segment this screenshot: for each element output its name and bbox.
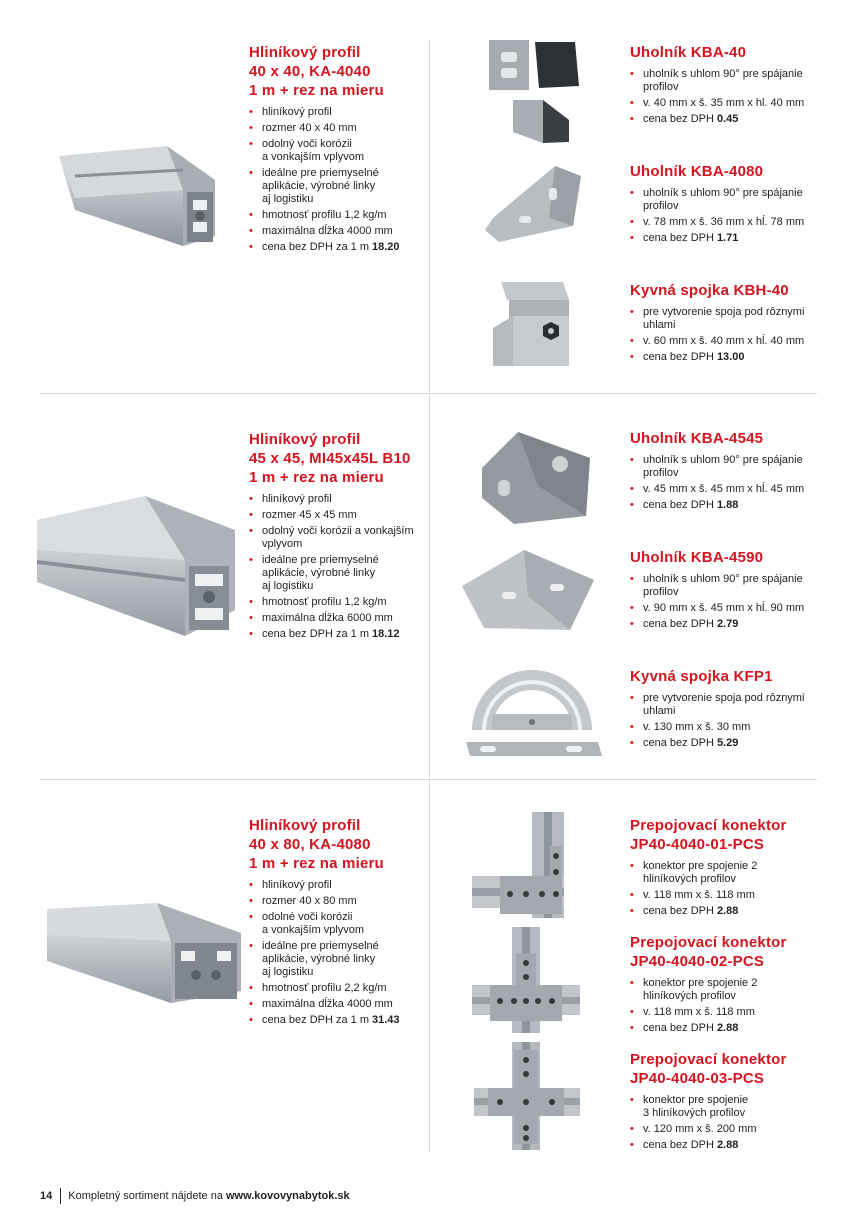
- price-value: 31.43: [372, 1014, 400, 1026]
- title-line: Hliníkový profil: [249, 44, 361, 61]
- title-line: 45 x 45, MI45x45L B10: [249, 450, 411, 467]
- product-kba-40: [630, 43, 820, 129]
- column-divider-3: [429, 780, 430, 1152]
- price-label: cena bez DPH za 1 m: [262, 241, 369, 253]
- spec-item: [249, 525, 427, 551]
- section-divider-1: [40, 393, 817, 394]
- spec-list: [630, 573, 820, 631]
- aluminum-profile-4080-image: [45, 895, 245, 1005]
- footer-separator: [60, 1188, 61, 1204]
- column-divider-2: [429, 394, 430, 778]
- price-item: [630, 113, 820, 126]
- bracket-kba-4080-image: [483, 160, 583, 245]
- title-line: Hliníkový profil: [249, 431, 361, 448]
- spec-list: [249, 493, 427, 641]
- price-item: [249, 1014, 427, 1027]
- spec-item: • v. 78 mm x š. 36 mm x hĺ. 78 mm: [630, 216, 820, 229]
- price-item: [630, 499, 820, 512]
- spec-item: • hmotnosť profilu 2,2 kg/m: [249, 982, 427, 995]
- spec-item: • hliníkový profil: [249, 493, 427, 506]
- spec-item: [630, 1094, 820, 1120]
- spec-text: konektor pre spojenie 2 hliníkových profilov: [643, 860, 758, 885]
- title-line: Prepojovací konektor: [630, 934, 787, 951]
- spec-item: [630, 860, 820, 886]
- column-divider-1: [429, 40, 430, 392]
- page-footer: [40, 1188, 350, 1204]
- product-title: [630, 429, 820, 448]
- connector-jp40-01-image: [470, 810, 570, 920]
- title-line: Uholník KBA-4080: [630, 163, 764, 180]
- product-title: [630, 816, 820, 854]
- price-item: [630, 232, 820, 245]
- spec-list: [249, 106, 427, 254]
- spec-item: [630, 573, 820, 599]
- price-value: 13.00: [716, 351, 745, 363]
- spec-list: [630, 306, 820, 364]
- spec-item: • hliníkový profil: [249, 106, 427, 119]
- swivel-joint-kfp1-image: [462, 664, 602, 768]
- spec-list: [630, 860, 820, 918]
- product-title: [630, 43, 820, 62]
- price-label: cena bez DPH za 1 m: [262, 1014, 369, 1026]
- title-line: Kyvná spojka KFP1: [630, 668, 773, 685]
- product-kba-4080: [630, 162, 820, 248]
- price-value: 18.20: [372, 241, 400, 253]
- spec-text: ideálne pre priemyselné aplikácie, výrobné linky aj logistiku: [262, 940, 379, 978]
- product-title: [630, 1050, 820, 1088]
- price-item: [630, 905, 820, 918]
- price-label: cena bez DPH: [643, 618, 714, 630]
- spec-text: ideálne pre priemyselné aplikácie, výrobné linky aj logistiku: [262, 554, 379, 592]
- spec-item: [630, 977, 820, 1003]
- product-title: [630, 281, 820, 300]
- product-title: [630, 548, 820, 567]
- price-label: cena bez DPH: [643, 1139, 714, 1151]
- spec-item: [630, 692, 820, 718]
- product-jp40-03: [630, 1050, 820, 1155]
- product-kba-4545: [630, 429, 820, 515]
- title-line: 1 m + rez na mieru: [249, 855, 384, 872]
- spec-text: uholník s uhlom 90° pre spájanie profilov: [643, 454, 803, 479]
- price-value: 2.79: [716, 618, 739, 630]
- spec-item: • hliníkový profil: [249, 879, 427, 892]
- spec-text: odolný voči korózii a vonkajším vplyvom: [262, 138, 365, 163]
- price-value: 5.29: [716, 737, 739, 749]
- spec-item: • maximálna dĺžka 4000 mm: [249, 998, 427, 1011]
- bracket-kba-40-image: [483, 38, 583, 148]
- price-item: [630, 1139, 820, 1152]
- spec-text: pre vytvorenie spoja pod rôznymi uhlami: [643, 306, 805, 331]
- product-jp40-02: [630, 933, 820, 1038]
- spec-text: konektor pre spojenie 2 hliníkových profilov: [643, 977, 758, 1002]
- spec-list: [630, 1094, 820, 1152]
- spec-text: uholník s uhlom 90° pre spájanie profilov: [643, 68, 803, 93]
- price-label: cena bez DPH: [643, 351, 714, 363]
- title-line: JP40-4040-03-PCS: [630, 1070, 765, 1087]
- spec-text: uholník s uhlom 90° pre spájanie profilov: [643, 187, 803, 212]
- spec-item: • v. 45 mm x š. 45 mm x hĺ. 45 mm: [630, 483, 820, 496]
- price-label: cena bez DPH: [643, 232, 714, 244]
- website-link[interactable]: www.kovovynabytok.sk: [225, 1190, 350, 1202]
- spec-item: [249, 554, 427, 593]
- spec-item: • maximálna dĺžka 6000 mm: [249, 612, 427, 625]
- product-title: [249, 430, 427, 487]
- spec-list: [630, 454, 820, 512]
- price-item: [249, 241, 427, 254]
- spec-item: • v. 130 mm x š. 30 mm: [630, 721, 820, 734]
- price-label: cena bez DPH: [643, 737, 714, 749]
- spec-item: • hmotnosť profilu 1,2 kg/m: [249, 596, 427, 609]
- price-label: cena bez DPH: [643, 905, 714, 917]
- spec-item: • v. 118 mm x š. 118 mm: [630, 1006, 820, 1019]
- spec-item: [630, 454, 820, 480]
- title-line: Prepojovací konektor: [630, 817, 787, 834]
- price-label: cena bez DPH za 1 m: [262, 628, 369, 640]
- spec-item: • v. 60 mm x š. 40 mm x hĺ. 40 mm: [630, 335, 820, 348]
- spec-item: [630, 187, 820, 213]
- spec-list: [630, 68, 820, 126]
- section-divider-2: [40, 779, 817, 780]
- spec-text: konektor pre spojenie 3 hliníkových profilov: [643, 1094, 749, 1119]
- spec-item: [249, 138, 427, 164]
- price-value: 1.71: [716, 232, 739, 244]
- spec-item: • v. 118 mm x š. 118 mm: [630, 889, 820, 902]
- product-ka-4040: [249, 43, 427, 257]
- title-line: Uholník KBA-4590: [630, 549, 764, 566]
- title-line: 40 x 40, KA-4040: [249, 63, 371, 80]
- spec-text: pre vytvorenie spoja pod rôznymi uhlami: [643, 692, 805, 717]
- spec-item: [249, 940, 427, 979]
- title-line: Prepojovací konektor: [630, 1051, 787, 1068]
- connector-jp40-02-image: [470, 925, 582, 1035]
- spec-item: [630, 68, 820, 94]
- footer-text: Kompletný sortiment nájdete na: [68, 1190, 223, 1202]
- bracket-kba-4590-image: [458, 548, 598, 632]
- spec-item: • rozmer 40 x 40 mm: [249, 122, 427, 135]
- product-title: [630, 933, 820, 971]
- spec-item: • v. 40 mm x š. 35 mm x hl. 40 mm: [630, 97, 820, 110]
- spec-text: odolný voči korózii a vonkajším vplyvom: [262, 525, 414, 550]
- title-line: 1 m + rez na mieru: [249, 82, 384, 99]
- title-line: JP40-4040-02-PCS: [630, 953, 765, 970]
- spec-item: • maximálna dĺžka 4000 mm: [249, 225, 427, 238]
- spec-item: [249, 167, 427, 206]
- price-value: 2.88: [716, 1022, 739, 1034]
- title-line: Hliníkový profil: [249, 817, 361, 834]
- price-value: 0.45: [716, 113, 739, 125]
- spec-item: • rozmer 45 x 45 mm: [249, 509, 427, 522]
- product-jp40-01: [630, 816, 820, 921]
- spec-list: [249, 879, 427, 1027]
- title-line: 1 m + rez na mieru: [249, 469, 384, 486]
- price-value: 1.88: [716, 499, 739, 511]
- spec-item: • hmotnosť profilu 1,2 kg/m: [249, 209, 427, 222]
- product-kbh-40: [630, 281, 820, 367]
- spec-item: [249, 911, 427, 937]
- spec-item: • v. 120 mm x š. 200 mm: [630, 1123, 820, 1136]
- spec-text: ideálne pre priemyselné aplikácie, výrobné linky aj logistiku: [262, 167, 379, 205]
- aluminum-profile-4545-image: [35, 490, 235, 640]
- spec-list: [630, 692, 820, 750]
- product-title: [630, 162, 820, 181]
- title-line: 40 x 80, KA-4080: [249, 836, 371, 853]
- product-ka-4080: [249, 816, 427, 1030]
- page-number: 14: [40, 1190, 53, 1202]
- product-title: [249, 43, 427, 100]
- swivel-joint-kbh-40-image: [493, 276, 577, 372]
- price-item: [630, 737, 820, 750]
- title-line: Uholník KBA-40: [630, 44, 747, 61]
- title-line: JP40-4040-01-PCS: [630, 836, 765, 853]
- product-mi45x45l: [249, 430, 427, 644]
- price-item: [630, 618, 820, 631]
- spec-text: odolné voči korózii a vonkajším vplyvom: [262, 911, 365, 936]
- spec-list: [630, 977, 820, 1035]
- price-value: 2.88: [716, 905, 739, 917]
- title-line: Kyvná spojka KBH-40: [630, 282, 789, 299]
- spec-text: uholník s uhlom 90° pre spájanie profilov: [643, 573, 803, 598]
- price-item: [630, 351, 820, 364]
- price-label: cena bez DPH: [643, 113, 714, 125]
- price-value: 18.12: [372, 628, 400, 640]
- price-value: 2.88: [716, 1139, 739, 1151]
- price-label: cena bez DPH: [643, 499, 714, 511]
- product-kba-4590: [630, 548, 820, 634]
- price-item: [249, 628, 427, 641]
- aluminum-profile-4040-image: [55, 140, 245, 250]
- connector-jp40-03-image: [472, 1040, 582, 1152]
- spec-item: • rozmer 40 x 80 mm: [249, 895, 427, 908]
- title-line: Uholník KBA-4545: [630, 430, 764, 447]
- spec-list: [630, 187, 820, 245]
- spec-item: [630, 306, 820, 332]
- product-title: [249, 816, 427, 873]
- product-kfp1: [630, 667, 820, 753]
- price-label: cena bez DPH: [643, 1022, 714, 1034]
- product-title: [630, 667, 820, 686]
- bracket-kba-4545-image: [478, 428, 598, 528]
- price-item: [630, 1022, 820, 1035]
- spec-item: • v. 90 mm x š. 45 mm x hĺ. 90 mm: [630, 602, 820, 615]
